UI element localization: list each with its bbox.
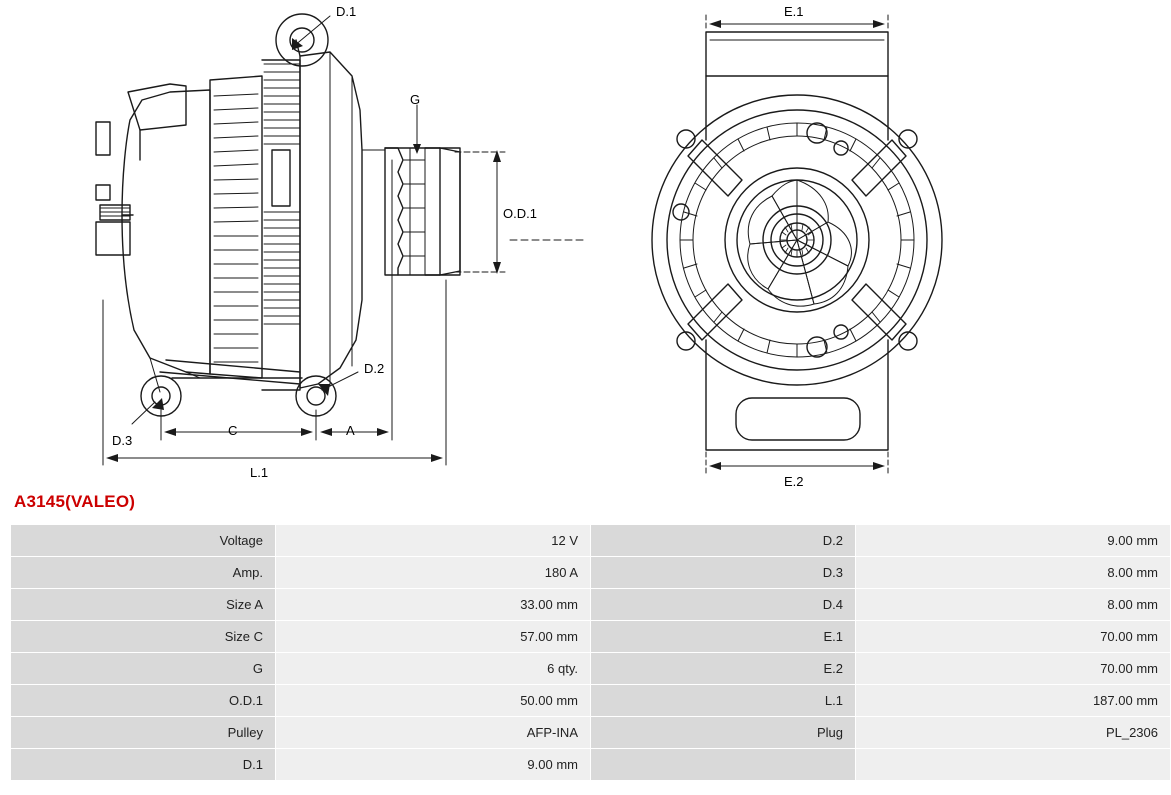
table-row <box>11 717 1171 749</box>
page-title: A3145(VALEO) <box>14 492 136 511</box>
spec-value-empty <box>856 749 1171 781</box>
spec-value: 33.00 mm <box>276 589 591 621</box>
spec-value: PL_2306 <box>856 717 1171 749</box>
spec-label: O.D.1 <box>11 685 276 717</box>
spec-label: D.4 <box>591 589 856 621</box>
spec-label: D.3 <box>591 557 856 589</box>
label-d2: D.2 <box>364 361 385 376</box>
connector-plug <box>736 398 860 440</box>
drive-end-bracket <box>300 52 362 388</box>
table-row <box>11 621 1171 653</box>
label-e1: E.1 <box>784 4 804 19</box>
spec-value: 8.00 mm <box>856 557 1171 589</box>
table-row <box>11 653 1171 685</box>
pulley-grooves <box>385 148 460 275</box>
spec-value: 70.00 mm <box>856 653 1171 685</box>
spec-label: Plug <box>591 717 856 749</box>
label-d1: D.1 <box>336 4 357 19</box>
spec-value: 187.00 mm <box>856 685 1171 717</box>
table-row <box>11 685 1171 717</box>
spec-label: E.1 <box>591 621 856 653</box>
dimension-lines-front <box>706 12 888 474</box>
spec-table-body <box>11 525 1171 781</box>
label-c: C <box>228 423 238 438</box>
spec-label: E.2 <box>591 653 856 685</box>
front-housing <box>262 60 300 390</box>
spec-label: D.2 <box>591 525 856 557</box>
rear-connector-block <box>96 122 110 155</box>
rear-top-housing <box>128 84 186 130</box>
spec-label: G <box>11 653 276 685</box>
dimension-labels <box>112 4 804 489</box>
label-e2: E.2 <box>784 474 804 489</box>
stator-body <box>210 76 262 378</box>
spec-label: Size A <box>11 589 276 621</box>
dimension-lines-side <box>103 16 583 465</box>
table-row <box>11 749 1171 781</box>
spec-value: 12 V <box>276 525 591 557</box>
spec-label: Pulley <box>11 717 276 749</box>
label-l1: L.1 <box>250 465 269 480</box>
spec-label-empty <box>591 749 856 781</box>
spec-label: L.1 <box>591 685 856 717</box>
top-mount-block <box>706 32 888 76</box>
spec-label: Voltage <box>11 525 276 557</box>
spec-value: 9.00 mm <box>856 525 1171 557</box>
spec-value: 8.00 mm <box>856 589 1171 621</box>
spec-value: 6 qty. <box>276 653 591 685</box>
table-row <box>11 589 1171 621</box>
spec-value: 9.00 mm <box>276 749 591 781</box>
spec-value: 180 A <box>276 557 591 589</box>
spec-value: 50.00 mm <box>276 685 591 717</box>
table-row <box>11 557 1171 589</box>
mounting-hole-d1-boss <box>276 14 328 66</box>
spec-value: 70.00 mm <box>856 621 1171 653</box>
spec-value: AFP-INA <box>276 717 591 749</box>
spec-label: D.1 <box>11 749 276 781</box>
spec-label: Amp. <box>11 557 276 589</box>
label-od1: O.D.1 <box>503 206 537 221</box>
label-g: G <box>410 92 421 107</box>
table-row <box>11 525 1171 557</box>
spec-value: 57.00 mm <box>276 621 591 653</box>
specification-table <box>10 524 1158 781</box>
label-d3: D.3 <box>112 433 133 448</box>
spec-label: Size C <box>11 621 276 653</box>
label-a: A <box>346 423 355 438</box>
rear-cover <box>122 90 210 374</box>
